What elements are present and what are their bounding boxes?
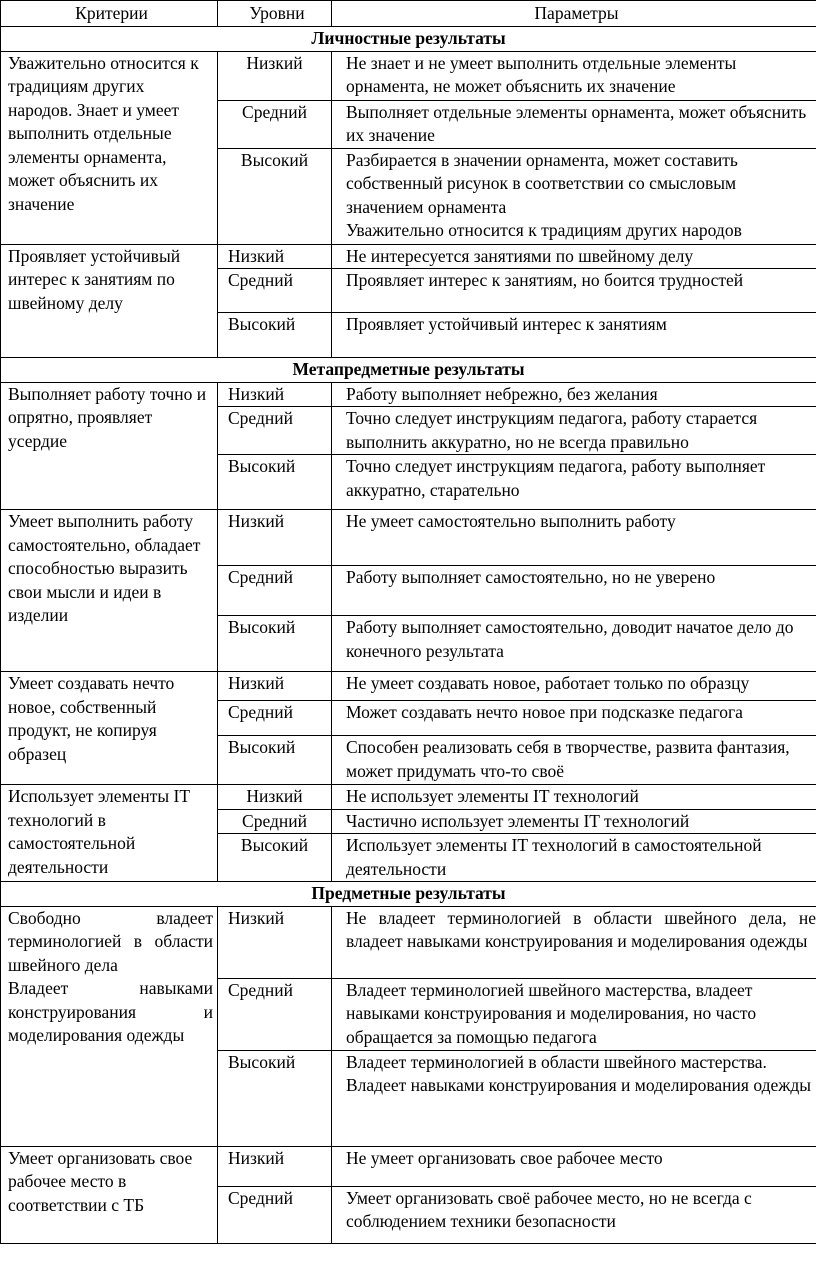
parameter-cell — [332, 1050, 816, 1146]
criterion-cell: Проявляет устойчивый интерес к занятиям по швейному делу — [1, 244, 218, 358]
level-cell: Низкий — [218, 244, 332, 269]
table-row — [1, 785, 816, 810]
level-cell: Высокий — [218, 834, 332, 882]
level-cell: Высокий — [218, 736, 332, 785]
criterion-line: Владеет навыками конструирования и моделирования одежды — [8, 978, 213, 1045]
table-header-row — [1, 1, 816, 27]
table-row — [1, 244, 816, 269]
parameter-cell: Не умеет создавать новое, работает только по образцу — [332, 672, 816, 701]
parameter-cell: Частично использует элементы IT технологий — [332, 809, 816, 834]
table-row — [1, 672, 816, 701]
parameter-cell: Проявляет устойчивый интерес к занятиям — [332, 313, 816, 358]
level-cell: Низкий — [218, 382, 332, 407]
section-row — [1, 358, 816, 383]
criterion-line: Свободно владеет терминологией в области швейного дела — [8, 907, 213, 975]
parameter-cell: Способен реализовать себя в творчестве, развита фантазия, может придумать что-то своё — [332, 736, 816, 785]
table-row — [1, 51, 816, 100]
level-cell: Низкий — [218, 672, 332, 701]
criterion-cell: Использует элементы IT технологий в самостоятельной деятельности — [1, 785, 218, 882]
level-cell: Средний — [218, 566, 332, 616]
table-row — [1, 510, 816, 566]
level-cell: Средний — [218, 100, 332, 148]
level-cell: Средний — [218, 407, 332, 455]
criterion-cell — [1, 906, 218, 1146]
parameter-cell: Владеет терминологией швейного мастерства, владеет навыками конструирования и моделирования, но часто обращается за помощью педагога — [332, 978, 816, 1050]
criterion-cell: Умеет организовать свое рабочее место в соответствии с ТБ — [1, 1146, 218, 1243]
parameter-cell: Не использует элементы IT технологий — [332, 785, 816, 810]
level-cell: Средний — [218, 1186, 332, 1243]
section-row — [1, 882, 816, 907]
section-metasubject: Метапредметные результаты — [1, 358, 816, 383]
parameter-cell: Точно следует инструкциям педагога, работу выполняет аккуратно, старательно — [332, 455, 816, 510]
level-cell: Низкий — [218, 1146, 332, 1186]
level-cell: Низкий — [218, 510, 332, 566]
level-cell: Высокий — [218, 313, 332, 358]
table-row — [1, 1146, 816, 1186]
section-row — [1, 27, 816, 52]
section-personal: Личностные результаты — [1, 27, 816, 52]
criterion-cell: Выполняет работу точно и опрятно, проявляет усердие — [1, 382, 218, 510]
parameter-cell: Точно следует инструкциям педагога, работу старается выполнить аккуратно, но не всегда правильно — [332, 407, 816, 455]
parameter-cell: Выполняет отдельные элементы орнамента, может объяснить их значение — [332, 100, 816, 148]
parameter-cell — [332, 148, 816, 244]
level-cell: Высокий — [218, 616, 332, 672]
parameter-cell: Не знает и не умеет выполнить отдельные элементы орнамента, не может объяснить их значение — [332, 51, 816, 100]
parameter-cell: Проявляет интерес к занятиям, но боится трудностей — [332, 269, 816, 313]
level-cell: Высокий — [218, 1050, 332, 1146]
parameter-line: Уважительно относится к традициям других народов — [346, 220, 742, 240]
parameter-cell: Не умеет организовать свое рабочее место — [332, 1146, 816, 1186]
level-cell: Низкий — [218, 906, 332, 978]
table-row — [1, 382, 816, 407]
header-levels: Уровни — [218, 1, 332, 27]
parameter-cell: Умеет организовать своё рабочее место, но не всегда с соблюдением техники безопасности — [332, 1186, 816, 1243]
level-cell: Низкий — [218, 51, 332, 100]
criterion-cell: Умеет выполнить работу самостоятельно, обладает способностью выразить свои мысли и идеи в изделии — [1, 510, 218, 672]
parameter-line: Владеет навыками конструирования и моделирования одежды — [346, 1075, 812, 1095]
level-cell: Средний — [218, 269, 332, 313]
level-cell: Средний — [218, 701, 332, 736]
level-cell: Средний — [218, 978, 332, 1050]
parameter-cell: Работу выполняет самостоятельно, доводит начатое дело до конечного результата — [332, 616, 816, 672]
parameter-cell: Использует элементы IT технологий в самостоятельной деятельности — [332, 834, 816, 882]
level-cell: Низкий — [218, 785, 332, 810]
parameter-cell: Не владеет терминологией в области швейного дела, не владеет навыками конструирования и моделирования одежды — [332, 906, 816, 978]
parameter-cell: Работу выполняет самостоятельно, но не уверено — [332, 566, 816, 616]
parameter-line: Владеет терминологией в области швейного мастерства. — [346, 1051, 767, 1072]
parameter-line: Разбирается в значении орнамента, может составить собственный рисунок в соответствии со смысловым значением орнамента — [346, 149, 738, 217]
table-row — [1, 906, 816, 978]
parameter-cell: Может создавать нечто новое при подсказке педагога — [332, 701, 816, 736]
parameter-cell: Не умеет самостоятельно выполнить работу — [332, 510, 816, 566]
criterion-cell: Умеет создавать нечто новое, собственный продукт, не копируя образец — [1, 672, 218, 785]
level-cell: Высокий — [218, 455, 332, 510]
level-cell: Средний — [218, 809, 332, 834]
parameter-cell: Не интересуется занятиями по швейному делу — [332, 244, 816, 269]
parameter-cell: Работу выполняет небрежно, без желания — [332, 382, 816, 407]
level-cell: Высокий — [218, 148, 332, 244]
section-subject: Предметные результаты — [1, 882, 816, 907]
header-parameters: Параметры — [332, 1, 816, 27]
criterion-cell: Уважительно относится к традициям других народов. Знает и умеет выполнить отдельные элементы орнамента, может объяснить их значение — [1, 51, 218, 244]
header-criteria: Критерии — [1, 1, 218, 27]
